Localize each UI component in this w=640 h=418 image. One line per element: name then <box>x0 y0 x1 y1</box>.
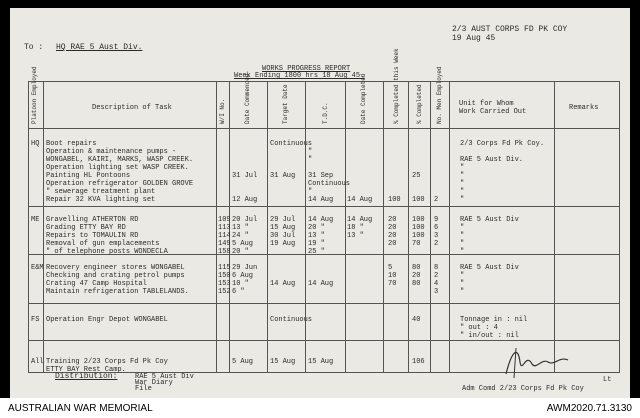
unit-for-whom: 2/3 Corps Fd Pk Coy. <box>460 140 545 148</box>
report-title: WORKS PROGRESS REPORT <box>262 65 351 73</box>
table-cell-pct-to-date: 100 <box>412 216 425 224</box>
unit-for-whom: RAE 5 Aust Div <box>460 264 519 272</box>
distribution-line: RAE 5 Aust Div <box>135 373 194 381</box>
footer-reference: AWM2020.71.3130 <box>546 403 632 414</box>
table-cell-commenced: 5 Aug <box>232 358 254 366</box>
col-rule <box>408 81 409 373</box>
table-cell-men: 3 <box>434 288 439 296</box>
task-description: " sewerage treatment plant <box>46 188 156 196</box>
header-date-completed: Date Completed <box>360 73 367 124</box>
platoon-cell: ME <box>31 216 40 224</box>
task-description: Operation & maintenance pumps - <box>46 148 177 156</box>
table-cell-wi: 158 <box>218 248 231 256</box>
table-cell-target: 30 Jul <box>270 232 296 240</box>
distribution-line: War Diary <box>135 379 173 387</box>
table-cell-commenced: 10 " <box>232 280 249 288</box>
table-cell-wi: 114 <box>218 232 231 240</box>
table-cell-men: 2 <box>434 272 439 280</box>
table-cell-tdc: 31 Sep <box>308 172 334 180</box>
header-target-date: Target Date <box>282 84 289 124</box>
table-cell-pct-week: 20 <box>388 224 397 232</box>
header-unit-line1: Unit for Whom <box>459 100 514 108</box>
table-cell-target: Continuous <box>270 140 313 148</box>
task-description: Grading ETTY BAY RD <box>46 224 126 232</box>
col-rule <box>267 81 268 373</box>
task-description: Boot repairs <box>46 140 97 148</box>
table-cell-pct-to-date: 20 <box>412 272 421 280</box>
platoon-cell: All <box>31 358 44 366</box>
task-description: Checking and crating petrol pumps <box>46 272 185 280</box>
col-rule <box>449 81 450 373</box>
unit-for-whom: " <box>460 188 465 196</box>
table-cell-tdc: " <box>308 148 313 156</box>
table-cell-men: 9 <box>434 216 439 224</box>
table-cell-pct-week: 5 <box>388 264 393 272</box>
archive-footer <box>0 398 640 418</box>
header-pct-week: % Completed this Week <box>393 48 400 124</box>
table-cell-pct-to-date: 80 <box>412 280 421 288</box>
header-unit-line2: Work Carried Out <box>459 108 527 116</box>
handwritten-signature <box>502 344 572 380</box>
section-rule <box>28 303 619 304</box>
table-cell-target: 29 Jul <box>270 216 296 224</box>
header-tdc: T.D.C. <box>322 102 329 124</box>
unit-for-whom: " <box>460 288 465 296</box>
header-men-employed: No. Men Employed <box>436 66 443 124</box>
table-cell-wi: 150 <box>218 272 231 280</box>
table-cell-wi: 149 <box>218 240 231 248</box>
table-cell-wi: 115 <box>218 264 231 272</box>
table-cell-commenced: 6 Aug <box>232 272 254 280</box>
table-cell-men: 6 <box>434 224 439 232</box>
table-cell-tdc: 14 Aug <box>308 196 334 204</box>
table-cell-target: 15 Aug <box>270 358 296 366</box>
col-rule <box>28 81 29 373</box>
section-rule <box>28 206 619 207</box>
table-cell-tdc: 19 " <box>308 240 325 248</box>
table-cell-wi: 152 <box>218 288 231 296</box>
table-cell-tdc: 25 " <box>308 248 325 256</box>
col-rule <box>554 81 555 373</box>
unit-for-whom: " <box>460 232 465 240</box>
unit-for-whom: Tonnage in : nil <box>460 316 528 324</box>
report-date: 19 Aug 45 <box>452 34 496 43</box>
unit-for-whom: " <box>460 224 465 232</box>
table-cell-tdc: 14 Aug <box>308 216 334 224</box>
table-cell-target: 19 Aug <box>270 240 296 248</box>
col-rule <box>345 81 346 373</box>
table-cell-commenced: 6 " <box>232 288 245 296</box>
header-platoon: Platoon Employed <box>31 66 38 124</box>
col-rule <box>43 81 44 373</box>
table-cell-commenced: 29 Jun <box>232 264 258 272</box>
report-subtitle: Week Ending 1800 hrs 18 Aug 45. <box>234 72 365 80</box>
unit-for-whom: " out : 4 <box>460 324 498 332</box>
unit-for-whom: " <box>460 196 465 204</box>
table-cell-completed-date: 13 " <box>347 232 364 240</box>
task-description: Painting HL Pontoons <box>46 172 131 180</box>
table-cell-wi: 113 <box>218 224 231 232</box>
table-cell-men: 4 <box>434 280 439 288</box>
table-cell-commenced: 24 " <box>232 232 249 240</box>
table-cell-commenced: 12 Aug <box>232 196 258 204</box>
to-label: To : <box>24 43 44 52</box>
unit-for-whom: " <box>460 180 465 188</box>
unit-for-whom: " <box>460 248 465 256</box>
document-page <box>10 8 630 398</box>
table-cell-pct-to-date: 70 <box>412 240 421 248</box>
unit-heading: 2/3 AUST CORPS FD PK COY <box>452 25 568 34</box>
table-cell-tdc: 20 " <box>308 224 325 232</box>
table-cell-tdc: 14 Aug <box>308 280 334 288</box>
header-date-commenced: Date Commenced <box>244 73 251 124</box>
table-cell-commenced: 20 " <box>232 248 249 256</box>
table-cell-target: 14 Aug <box>270 280 296 288</box>
table-cell-tdc: 15 Aug <box>308 358 334 366</box>
to-value: HQ RAE 5 Aust Div. <box>56 43 143 52</box>
platoon-cell: FS <box>31 316 40 324</box>
task-description: ETTY BAY Rest Camp. <box>46 366 126 374</box>
task-description: Crating 47 Camp Hospital <box>46 280 147 288</box>
header-description: Description of Task <box>92 104 172 112</box>
signature-rank: Lt <box>603 376 612 384</box>
table-cell-men: 2 <box>434 240 439 248</box>
task-description: Maintain refrigeration TABLELANDS. <box>46 288 189 296</box>
platoon-cell: E&M <box>31 264 44 272</box>
table-cell-pct-week: 20 <box>388 232 397 240</box>
table-cell-wi: 109 <box>218 216 231 224</box>
table-cell-pct-week: 10 <box>388 272 397 280</box>
table-cell-commenced: 5 Aug <box>232 240 254 248</box>
table-cell-men: 2 <box>434 196 439 204</box>
table-cell-pct-to-date: 100 <box>412 196 425 204</box>
task-description: WONGABEL, KAIRI, MARKS, WASP CREEK. <box>46 156 194 164</box>
table-cell-tdc: " <box>308 188 313 196</box>
task-description: Gravelling ATHERTON RD <box>46 216 139 224</box>
task-description: Operation lighting set WASP CREEK. <box>46 164 189 172</box>
platoon-cell: HQ <box>31 140 40 148</box>
table-cell-pct-to-date: 80 <box>412 264 421 272</box>
table-cell-pct-to-date: 40 <box>412 316 421 324</box>
table-cell-men: 8 <box>434 264 439 272</box>
col-rule <box>216 81 217 373</box>
header-remarks: Remarks <box>569 104 599 112</box>
task-description: Removal of gun emplacements <box>46 240 160 248</box>
col-rule <box>305 81 306 373</box>
table-cell-commenced: 13 " <box>232 224 249 232</box>
unit-for-whom: " <box>460 164 465 172</box>
distribution-line: File <box>135 385 152 393</box>
unit-for-whom: " <box>460 240 465 248</box>
table-cell-commenced: 31 Jul <box>232 172 258 180</box>
signature-block: Adm Comd 2/23 Corps Fd Pk Coy <box>462 385 584 393</box>
section-rule <box>28 340 619 341</box>
unit-for-whom: RAE 5 Aust Div <box>460 216 519 224</box>
table-cell-pct-to-date: 25 <box>412 172 421 180</box>
header-wi-no: W/I No. <box>219 98 226 124</box>
table-cell-pct-to-date: 106 <box>412 358 425 366</box>
col-rule <box>619 81 620 373</box>
table-cell-target: Continuous <box>270 316 313 324</box>
table-top-rule <box>28 81 619 82</box>
task-description: Repairs to TOMAULIN RD <box>46 232 139 240</box>
unit-for-whom: RAE 5 Aust Div. <box>460 156 524 164</box>
header-bottom-rule <box>28 128 619 129</box>
task-description: Repair 32 KVA lighting set <box>46 196 156 204</box>
table-cell-pct-to-date: 100 <box>412 232 425 240</box>
table-cell-pct-week: 20 <box>388 216 397 224</box>
table-cell-pct-week: 70 <box>388 280 397 288</box>
table-cell-tdc: Continuous <box>308 180 351 188</box>
unit-for-whom: " in/out : nil <box>460 332 519 340</box>
table-cell-pct-to-date: 100 <box>412 224 425 232</box>
table-cell-completed-date: 14 Aug <box>347 216 373 224</box>
task-description: Training 2/23 Corps Fd Pk Coy <box>46 358 168 366</box>
table-cell-commenced: 20 Jul <box>232 216 258 224</box>
task-description: " of telephone posts WONDECLA <box>46 248 168 256</box>
table-cell-men: 3 <box>434 232 439 240</box>
unit-for-whom: " <box>460 172 465 180</box>
table-cell-wi: 153 <box>218 280 231 288</box>
table-cell-tdc: 13 " <box>308 232 325 240</box>
table-cell-pct-week: 100 <box>388 196 401 204</box>
table-cell-target: 31 Aug <box>270 172 296 180</box>
task-description: Operation refrigerator GOLDEN GROVE <box>46 180 194 188</box>
header-pct-to-date: % Completed <box>416 84 423 124</box>
col-rule <box>383 81 384 373</box>
distribution-label: Distribution: <box>55 372 118 381</box>
table-cell-completed-date: 14 Aug <box>347 196 373 204</box>
table-cell-completed-date: 18 " <box>347 224 364 232</box>
task-description: Operation Engr Depot WONGABEL <box>46 316 168 324</box>
footer-source: AUSTRALIAN WAR MEMORIAL <box>8 403 153 414</box>
task-description: Recovery engineer stores WONGABEL <box>46 264 185 272</box>
col-rule <box>430 81 431 373</box>
table-cell-target: 15 Aug <box>270 224 296 232</box>
table-cell-pct-week: 20 <box>388 240 397 248</box>
unit-for-whom: " <box>460 272 465 280</box>
unit-for-whom: " <box>460 280 465 288</box>
table-cell-tdc: " <box>308 156 313 164</box>
